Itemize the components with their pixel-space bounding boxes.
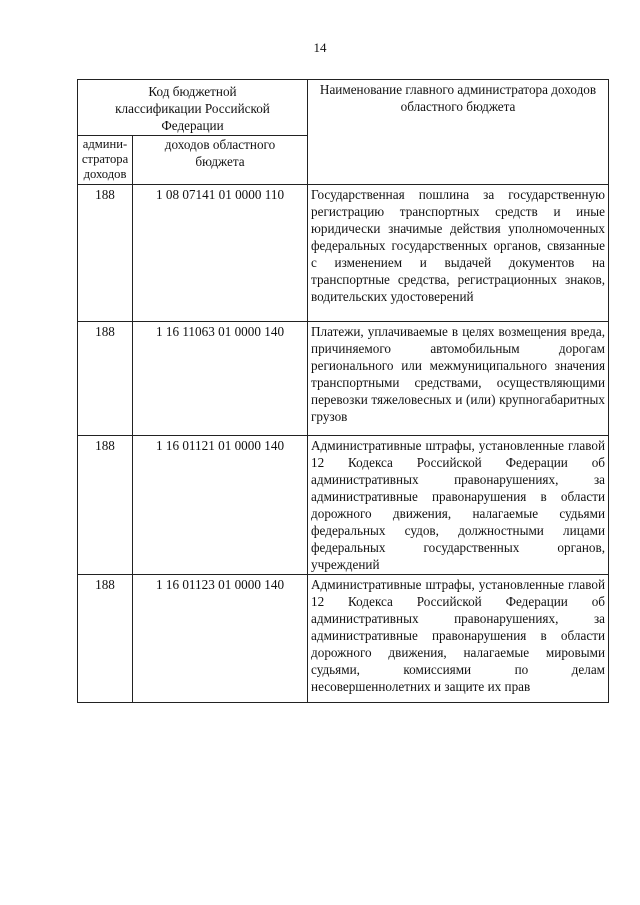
page-number: 14 bbox=[313, 40, 327, 55]
admin-code-header: админи-стратора доходов bbox=[78, 136, 133, 185]
admin-code-cell: 188 bbox=[78, 436, 133, 575]
administrator-name-cell: Административные штрафы, установленные главой 12 Кодекса Российской Федерации об административных правонарушениях, за административные правонарушения в области дорожного движения, налагаемые судьями федеральных судов, должностными лицами федеральных государственных органов, учреждений bbox=[308, 436, 609, 575]
budget-classification-table bbox=[77, 79, 609, 703]
administrator-name-cell: Административные штрафы, установленные главой 12 Кодекса Российской Федерации об административных правонарушениях, за административные правонарушения в области дорожного движения, налагаемые мировыми судьями, комиссиями по делам несовершеннолетних и защите их прав bbox=[308, 575, 609, 703]
income-code-cell: 1 16 11063 01 0000 140 bbox=[133, 322, 308, 436]
table-row bbox=[78, 436, 609, 575]
administrator-name-cell: Платежи, уплачиваемые в целях возмещения вреда, причиняемого автомобильным дорогам регионального или межмуниципального значения транспортными средствами, осуществляющими перевозки тяжеловесных и (или) крупногабаритных грузов bbox=[308, 322, 609, 436]
code-group-header: Код бюджетной классификации Российской Федерации bbox=[78, 80, 308, 136]
table-row bbox=[78, 322, 609, 436]
table-row bbox=[78, 185, 609, 322]
income-code-cell: 1 08 07141 01 0000 110 bbox=[133, 185, 308, 322]
admin-code-cell: 188 bbox=[78, 322, 133, 436]
administrator-name-cell: Государственная пошлина за государственную регистрацию транспортных средств и иные юридически значимые действия уполномоченных федеральных государственных органов, связанные с изменением и выдачей документов на транспортные средства, регистрационных знаков, водительских удостоверений bbox=[308, 185, 609, 322]
income-code-header: доходов областного бюджета bbox=[133, 136, 308, 185]
admin-code-cell: 188 bbox=[78, 575, 133, 703]
table-row bbox=[78, 575, 609, 703]
table-header-row bbox=[78, 80, 609, 136]
administrator-name-header: Наименование главного администратора доходов областного бюджета bbox=[308, 80, 609, 185]
income-code-cell: 1 16 01121 01 0000 140 bbox=[133, 436, 308, 575]
income-code-cell: 1 16 01123 01 0000 140 bbox=[133, 575, 308, 703]
admin-code-cell: 188 bbox=[78, 185, 133, 322]
